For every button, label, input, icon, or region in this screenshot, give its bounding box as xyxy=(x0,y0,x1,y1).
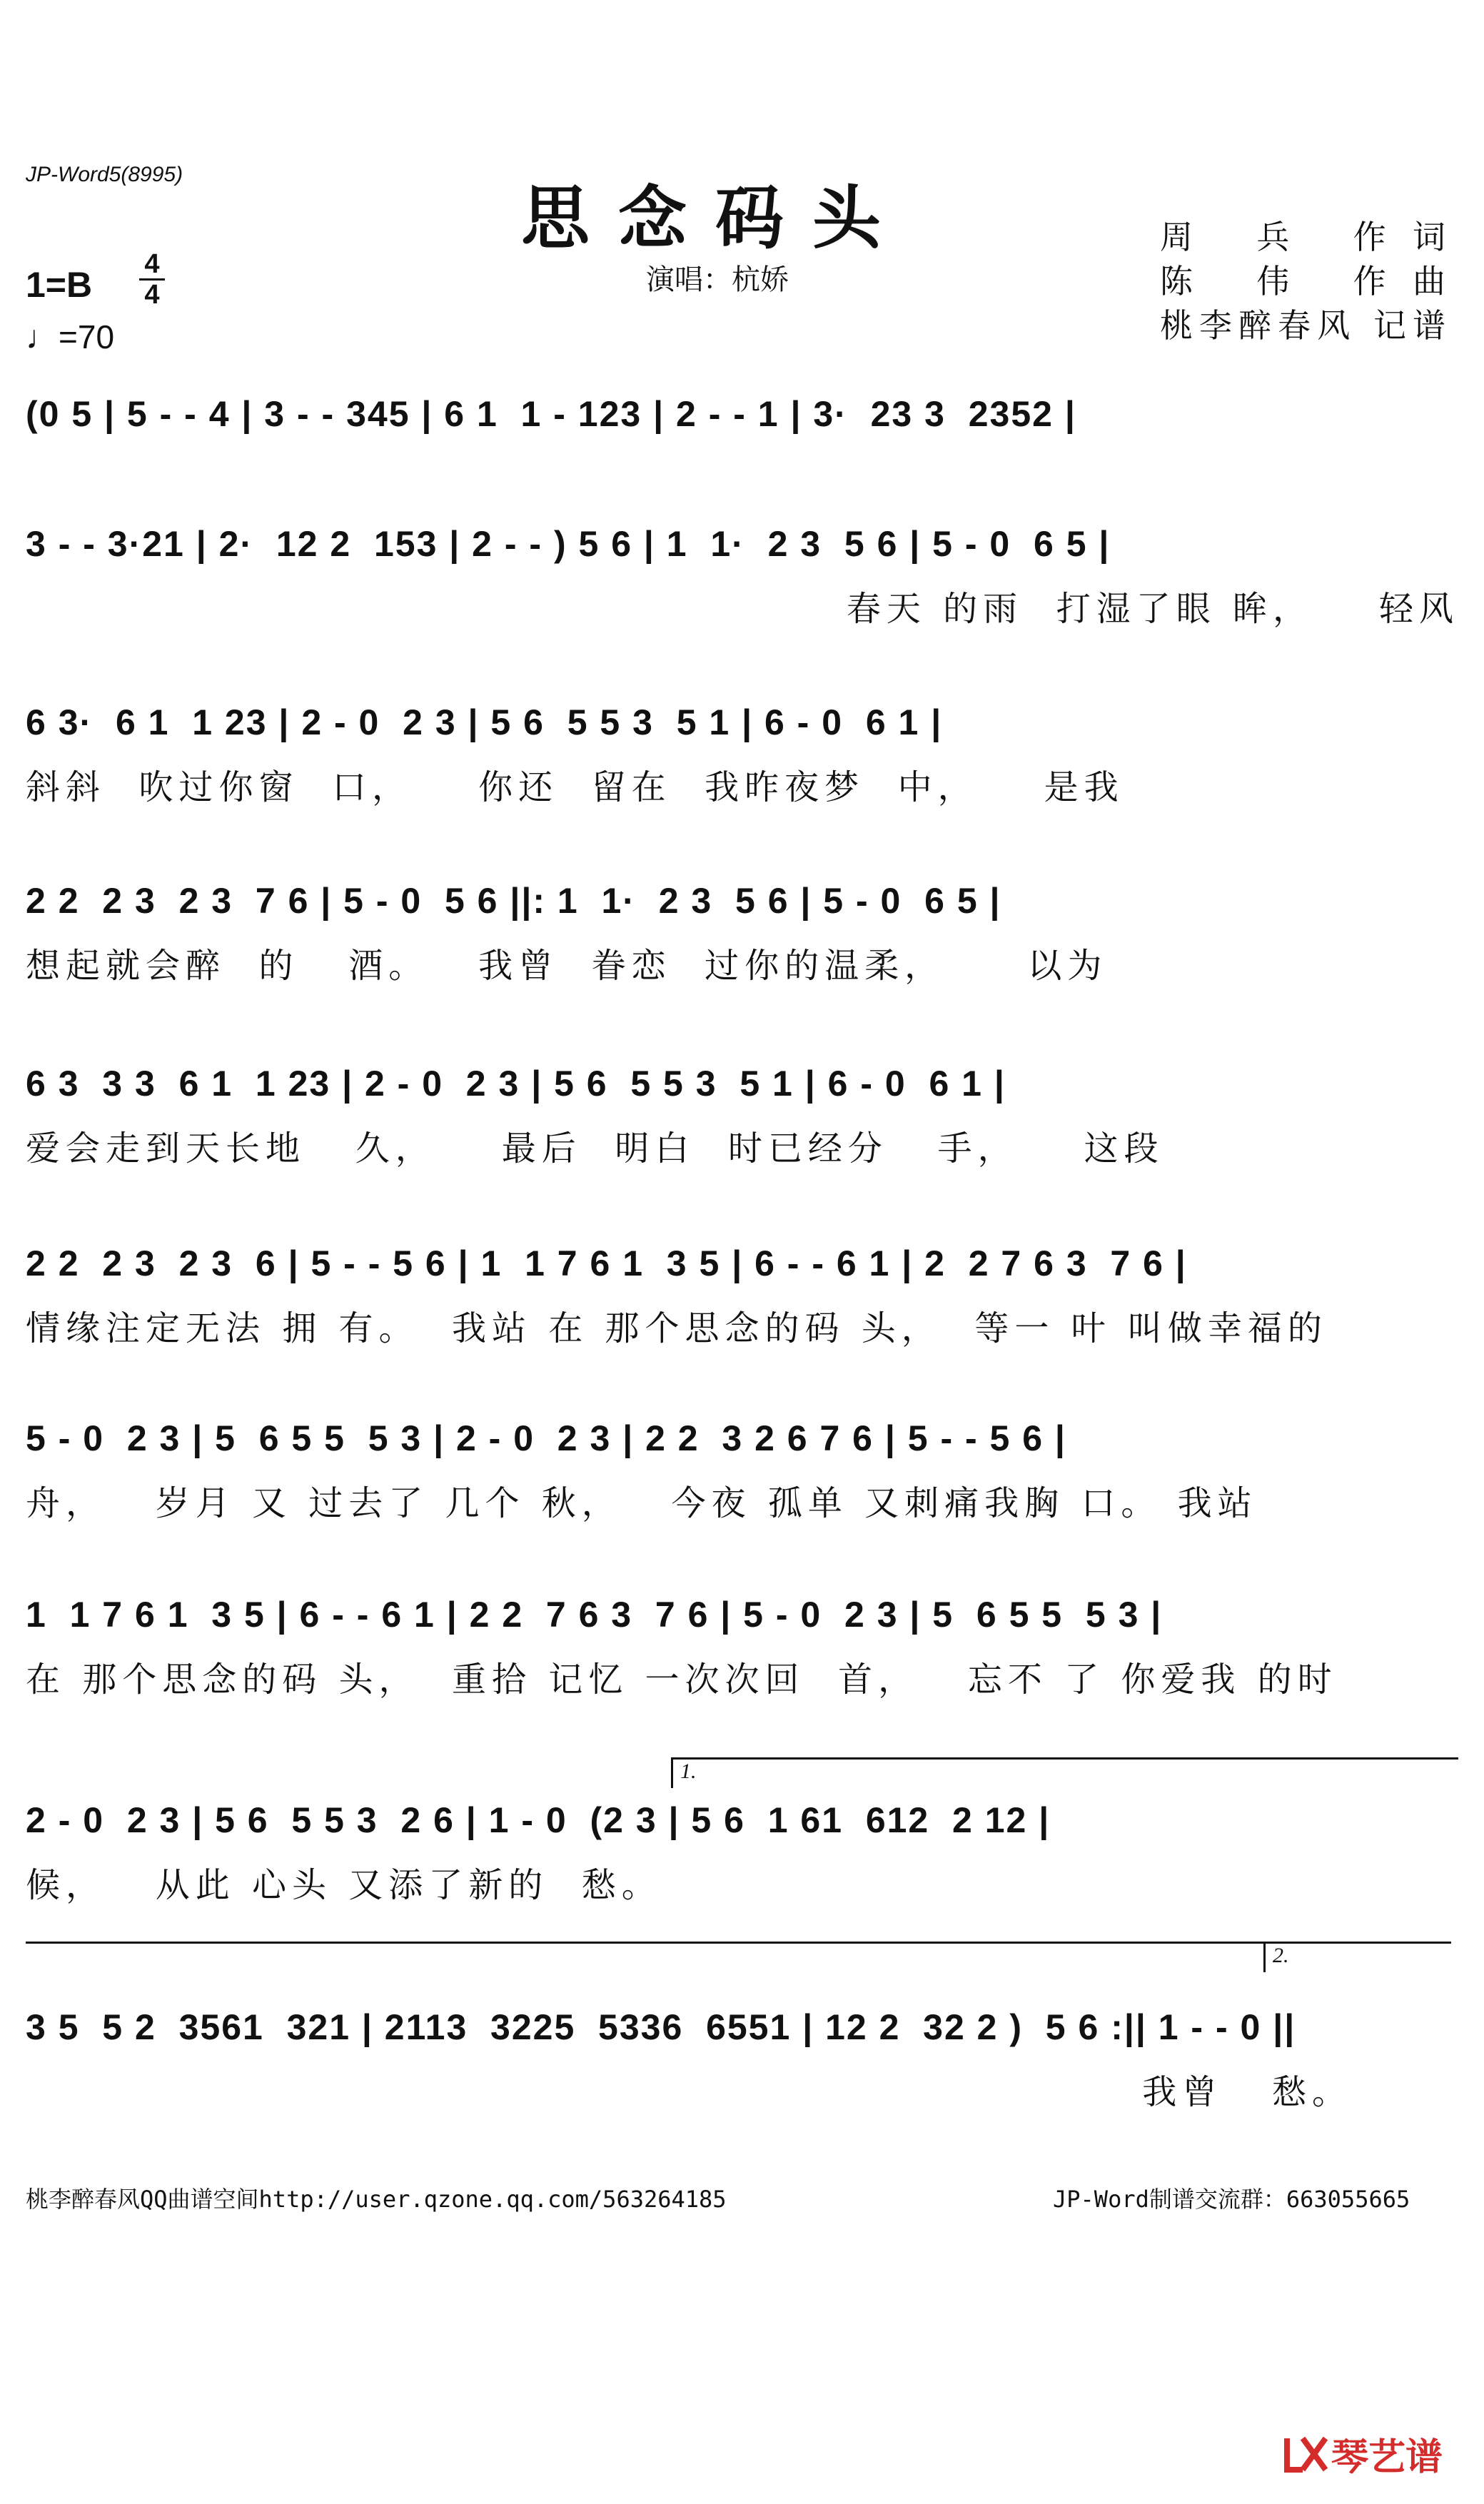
lyrics-line: 斜斜 吹过你窗 口， 你还 留在 我昨夜梦 中， 是我 xyxy=(26,767,1124,807)
staff-system-1 xyxy=(26,385,1459,507)
lyrics-line xyxy=(26,454,1459,497)
staff-system-7 xyxy=(26,1410,1459,1531)
staff-system-5 xyxy=(26,1055,1459,1176)
page-title: 思念码头 xyxy=(521,178,909,258)
lyrics-line: 情缘注定无法 拥 有。 我站 在 那个思念的码 头， 等一 叶 叫做幸福的 xyxy=(26,1308,1328,1348)
volta-label: 2. xyxy=(1273,1944,1289,1967)
time-signature-bottom: 4 xyxy=(139,278,165,309)
notes-line: 1 1 7 6 1 3 5 | 6 - - 6 1 | 2 2 7 6 3 7 6 | 5 - 0 2 3 | 5 6 5 5 5 3 | xyxy=(26,1595,1163,1635)
site-logo xyxy=(1281,2427,1443,2480)
lyrics-line: 春天 的雨 打湿了眼 眸， 轻风 xyxy=(846,588,1459,629)
time-signature xyxy=(139,250,165,309)
notes-line: 2 2 2 3 2 3 7 6 | 5 - 0 5 6 ||: 1 1· 2 3 5 6 | 5 - 0 6 5 | xyxy=(26,881,1001,921)
lyrics-line: 舟， 岁月 又 过去了 几个 秋， 今夜 孤单 又刺痛我胸 口。 我站 xyxy=(26,1483,1258,1523)
lyricist-credit: 周 兵 作词 xyxy=(1160,218,1445,256)
notes-line: 2 - 0 2 3 | 5 6 5 5 3 2 6 | 1 - 0 (2 3 | 5 6 1 61 612 2 12 | xyxy=(26,1800,1051,1840)
notes-line: 3 5 5 2 3561 321 | 2113 3225 5336 6551 | 12 2 32 2 ) 5 6 :|| 1 - - 0 || xyxy=(26,2007,1296,2047)
tempo-marking: ♩=70 xyxy=(26,318,115,355)
composer-credit: 陈 伟 作曲 xyxy=(1160,262,1445,301)
lyrics-line: 在 那个思念的码 头， 重拾 记忆 一次次回 首， 忘不 了 你爱我 的时 xyxy=(26,1659,1338,1700)
key-signature: 1=B xyxy=(26,265,93,305)
logo-text: 琴艺谱 xyxy=(1331,2436,1443,2479)
volta-bracket-1-continuation xyxy=(26,1942,1268,1944)
notes-line: 5 - 0 2 3 | 5 6 5 5 5 3 | 2 - 0 2 3 | 2 2 3 2 6 7 6 | 5 - - 5 6 | xyxy=(26,1418,1066,1458)
lyrics-line: 想起就会醉 的 酒。 我曾 眷恋 过你的温柔， 以为 xyxy=(26,945,1108,986)
notes-line: 3 - - 3·21 | 2· 12 2 153 | 2 - - ) 5 6 | 1 1· 2 3 5 6 | 5 - 0 6 5 | xyxy=(26,524,1111,564)
notes-line: 6 3 3 3 6 1 1 23 | 2 - 0 2 3 | 5 6 5 5 3 5 1 | 6 - 0 6 1 | xyxy=(26,1064,1006,1104)
staff-system-10 xyxy=(26,1999,1459,2120)
staff-system-4 xyxy=(26,872,1459,994)
staff-system-8 xyxy=(26,1586,1459,1707)
time-signature-top: 4 xyxy=(144,249,160,279)
notes-line: 2 2 2 3 2 3 6 | 5 - - 5 6 | 1 1 7 6 1 3 5 | 6 - - 6 1 | 2 2 7 6 3 7 6 | xyxy=(26,1243,1187,1283)
transcriber-credit: 桃李醉春风 记谱 xyxy=(1160,306,1445,345)
volta-bracket-1 xyxy=(671,1757,1458,1788)
staff-system-6 xyxy=(26,1235,1459,1356)
lyrics-line: 我曾 愁。 xyxy=(1142,2071,1352,2112)
notes-line: 6 3· 6 1 1 23 | 2 - 0 2 3 | 5 6 5 5 3 5 1 | 6 - 0 6 1 | xyxy=(26,702,943,742)
footer-left: 桃李醉春风QQ曲谱空间http://user.qzone.qq.com/563264185 xyxy=(26,2186,727,2213)
software-label: JP-Word5(8995) xyxy=(26,163,183,186)
staff-system-3 xyxy=(26,694,1459,815)
qinyipu-logo-icon xyxy=(1281,2433,1331,2475)
staff-system-9 xyxy=(26,1792,1459,1913)
staff-system-2 xyxy=(26,515,1459,637)
volta-bracket-2 xyxy=(1263,1942,1451,1972)
notes-line: (0 5 | 5 - - 4 | 3 - - 345 | 6 1 1 - 123 | 2 - - 1 | 3· 23 3 2352 | xyxy=(26,394,1076,434)
singer: 演唱：杭娇 xyxy=(646,263,789,296)
volta-label: 1. xyxy=(680,1760,697,1783)
lyrics-line: 爱会走到天长地 久， 最后 明白 时已经分 手， 这段 xyxy=(26,1128,1164,1168)
lyrics-line: 候， 从此 心头 又添了新的 愁。 xyxy=(26,1864,662,1905)
footer-right: JP-Word制谱交流群：663055665 xyxy=(1053,2186,1410,2213)
